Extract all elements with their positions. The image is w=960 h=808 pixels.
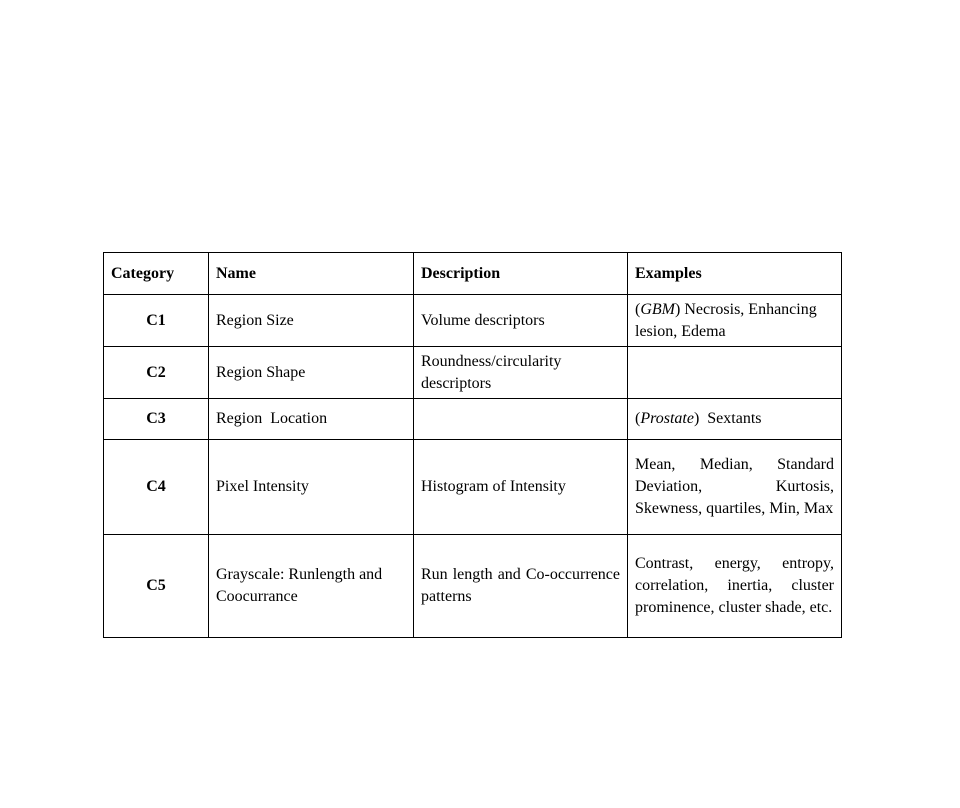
examples-text: Mean, Median, Standard Deviation, Kurtosis, Skewness, quartiles, Min, Max bbox=[635, 456, 834, 517]
name-cell: Region Location bbox=[209, 399, 414, 440]
name-cell: Region Size bbox=[209, 295, 414, 347]
header-name: Name bbox=[209, 253, 414, 295]
examples-text: ) Sextants bbox=[693, 410, 762, 427]
header-examples: Examples bbox=[628, 253, 842, 295]
examples-prefix: ( bbox=[635, 300, 641, 318]
header-row bbox=[104, 253, 842, 295]
examples-italic: Prostate bbox=[640, 410, 694, 427]
table-row bbox=[104, 347, 842, 399]
header-category: Category bbox=[104, 253, 209, 295]
examples-cell bbox=[628, 295, 842, 347]
description-cell bbox=[414, 399, 628, 440]
description-cell: Roundness/circularity descriptors bbox=[414, 347, 628, 399]
examples-text: Contrast, energy, entropy, correlation, inertia, cluster prominence, cluster shade, etc. bbox=[635, 555, 834, 616]
table-header bbox=[104, 253, 842, 295]
examples-prefix: ( bbox=[635, 410, 641, 427]
examples-italic: GBM bbox=[640, 300, 675, 318]
examples-cell bbox=[628, 440, 842, 535]
table-row bbox=[104, 399, 842, 440]
name-cell: Pixel Intensity bbox=[209, 440, 414, 535]
description-cell: Histogram of Intensity bbox=[414, 440, 628, 535]
description-cell: Volume descriptors bbox=[414, 295, 628, 347]
description-cell: Run length and Co-occurrence patterns bbox=[414, 535, 628, 638]
examples-text: ) Necrosis, Enhancing lesion, Edema bbox=[635, 300, 817, 340]
feature-categories-table-container bbox=[103, 252, 842, 638]
table-row bbox=[104, 535, 842, 638]
category-cell: C1 bbox=[104, 295, 209, 347]
table-body bbox=[104, 295, 842, 638]
category-cell: C3 bbox=[104, 399, 209, 440]
examples-cell bbox=[628, 535, 842, 638]
table-row bbox=[104, 440, 842, 535]
category-cell: C5 bbox=[104, 535, 209, 638]
category-cell: C4 bbox=[104, 440, 209, 535]
name-cell: Grayscale: Runlength and Coocurrance bbox=[209, 535, 414, 638]
header-description: Description bbox=[414, 253, 628, 295]
table-row bbox=[104, 295, 842, 347]
feature-categories-table bbox=[103, 252, 842, 638]
examples-cell bbox=[628, 399, 842, 440]
category-cell: C2 bbox=[104, 347, 209, 399]
name-cell: Region Shape bbox=[209, 347, 414, 399]
examples-cell bbox=[628, 347, 842, 399]
